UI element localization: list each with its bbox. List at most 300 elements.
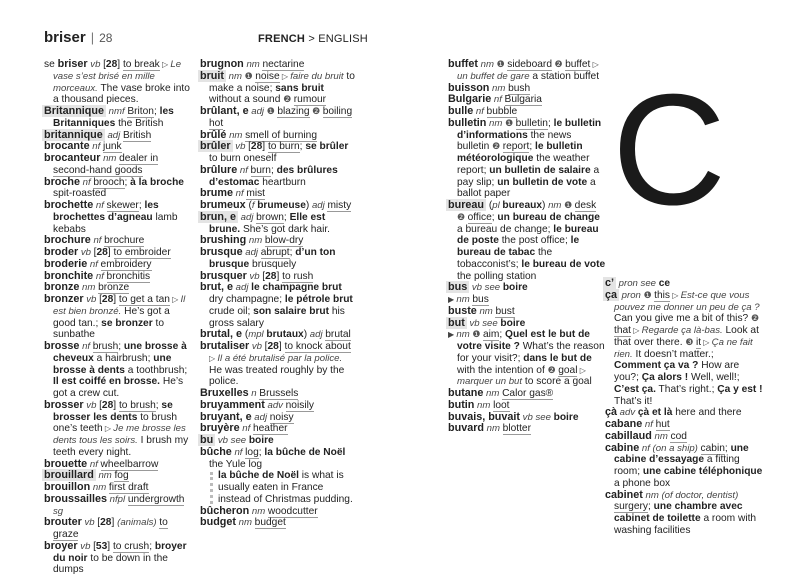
phrase: 28 bbox=[101, 399, 114, 411]
grammar-label: Le vase s’est brisé en mille morceaux. bbox=[53, 59, 182, 94]
text: ] bbox=[278, 341, 285, 352]
grammar-label: nf bbox=[87, 458, 101, 470]
example-arrow: ▷ bbox=[159, 60, 171, 69]
headword: brosse bbox=[44, 340, 80, 352]
phrase: une brosse à dents bbox=[53, 352, 172, 376]
headword: brûlure bbox=[200, 163, 238, 176]
headword: brosser bbox=[44, 398, 84, 411]
text: The vase broke into a thousand pieces. bbox=[53, 82, 190, 106]
source-language: FRENCH bbox=[258, 33, 306, 45]
phrase: son salaire brut bbox=[253, 305, 330, 317]
phrase: bureaux bbox=[502, 200, 543, 211]
translation: nectarine bbox=[262, 59, 305, 70]
phrase: Elle est brune. bbox=[209, 211, 326, 235]
sense-number: ❶ bbox=[496, 59, 508, 69]
translation: Calor gas® bbox=[502, 388, 554, 399]
translation: sideboard bbox=[507, 59, 552, 70]
text: ; bbox=[547, 117, 554, 129]
text: ; bbox=[149, 540, 155, 552]
translation: skewer bbox=[106, 200, 139, 211]
headword: bulletin bbox=[448, 116, 487, 129]
translation: woodcutter bbox=[267, 505, 318, 517]
text: ] bbox=[107, 247, 114, 258]
phrase: se brosser les dents bbox=[53, 399, 173, 423]
grammar-label: nm bbox=[545, 200, 565, 211]
dictionary-entry bbox=[200, 200, 356, 212]
text: ; bbox=[155, 399, 162, 411]
phrase: brutaux bbox=[266, 329, 304, 341]
phrase: le bulletin d’informations bbox=[457, 117, 602, 141]
translation: dealer in second-hand goods bbox=[53, 153, 159, 176]
dictionary-entry bbox=[200, 212, 356, 236]
column-1 bbox=[44, 59, 194, 576]
grammar-label: vb see bbox=[520, 411, 554, 423]
text: [ bbox=[103, 59, 106, 70]
grammar-label: nm bbox=[486, 117, 506, 129]
text: to sunbathe bbox=[53, 317, 165, 341]
text: She’s got dark hair. bbox=[240, 223, 330, 235]
grammar-label: adj bbox=[248, 106, 267, 117]
example-arrow: ▷ bbox=[102, 424, 114, 434]
text: ] bbox=[262, 141, 268, 153]
headword: brugnon bbox=[200, 58, 244, 70]
phrase: la bûche de Noël bbox=[264, 446, 346, 458]
page-header bbox=[44, 29, 112, 46]
grammar-label: vb bbox=[249, 341, 265, 352]
translation: noisily bbox=[285, 399, 314, 411]
dictionary-entry bbox=[200, 59, 356, 71]
headword: brochure bbox=[44, 234, 91, 247]
text: ; bbox=[499, 329, 506, 341]
translation: to embroider bbox=[113, 247, 171, 258]
phrase: boire bbox=[553, 411, 579, 423]
headword: bronze bbox=[44, 281, 80, 294]
headword: Bruxelles bbox=[200, 387, 249, 399]
text: a fitting room; bbox=[614, 454, 740, 477]
phrase: une cabine d’essayage bbox=[614, 442, 749, 466]
column-2 bbox=[200, 59, 356, 529]
text: It doesn’t matter.; bbox=[632, 348, 714, 360]
dictionary-entry bbox=[200, 517, 356, 529]
text: the news bulletin bbox=[457, 129, 572, 153]
grammar-label: nm bbox=[474, 399, 494, 411]
column-3 bbox=[448, 59, 606, 435]
dictionary-entry bbox=[44, 294, 194, 341]
headword: brutal, e bbox=[200, 328, 242, 341]
translation: burn bbox=[250, 164, 271, 176]
grammar-label: nm bbox=[235, 517, 255, 529]
text: He’s got a good tan.; bbox=[53, 305, 170, 329]
text: lamb kebabs bbox=[53, 211, 178, 235]
headword-highlighted: bruit bbox=[200, 69, 224, 82]
translation: to break bbox=[122, 59, 160, 70]
text: ; bbox=[270, 164, 277, 176]
text: ( bbox=[242, 329, 249, 341]
translation: noisy bbox=[269, 411, 294, 423]
phrase: sans bruit bbox=[275, 82, 324, 94]
text: the British bbox=[115, 117, 164, 129]
phrase: les brochettes d’agneau bbox=[53, 200, 159, 223]
translation: that bbox=[614, 325, 631, 336]
headword: bruyère bbox=[200, 422, 240, 435]
example-arrow: ▶ bbox=[448, 295, 457, 304]
phrase: 28 bbox=[101, 294, 114, 305]
text: ] bbox=[113, 294, 119, 305]
text: [ bbox=[93, 540, 96, 552]
sense-number: ❶ bbox=[244, 70, 256, 81]
headword-highlighted: brouillard bbox=[44, 469, 94, 482]
grammar-label: n bbox=[248, 388, 260, 399]
dictionary-entry bbox=[200, 423, 356, 435]
grammar-label: nm bbox=[226, 70, 245, 82]
text: [ bbox=[248, 141, 251, 153]
phrase: des brûlures d’estomac bbox=[209, 164, 338, 188]
translation: bus bbox=[472, 294, 489, 305]
dictionary-entry bbox=[200, 165, 356, 189]
headword: buste bbox=[448, 304, 477, 317]
column-4 bbox=[605, 278, 763, 537]
phrase: un bulletin de salaire bbox=[489, 164, 591, 176]
sense-number: ❸ bbox=[685, 336, 696, 347]
text: to be down in the dumps bbox=[53, 552, 168, 576]
grammar-label: vb bbox=[87, 59, 104, 70]
translation: undergrowth bbox=[127, 493, 185, 505]
headword: cabine bbox=[605, 441, 640, 454]
grammar-label: nf bbox=[233, 188, 247, 200]
dictionary-entry bbox=[448, 200, 606, 282]
grammar-label: vb bbox=[81, 517, 98, 529]
headword: bruyant, e bbox=[200, 410, 252, 423]
grammar-label: nm bbox=[651, 430, 671, 442]
phrase: Ça alors ! bbox=[641, 372, 689, 383]
dictionary-entry bbox=[44, 59, 194, 106]
text: [ bbox=[99, 399, 102, 411]
dictionary-entry bbox=[44, 400, 194, 459]
dictionary-entry bbox=[44, 517, 194, 541]
dictionary-entry bbox=[448, 59, 606, 83]
grammar-label: adj bbox=[242, 247, 261, 258]
grammar-label: adj bbox=[251, 411, 270, 423]
translation: noise bbox=[255, 70, 280, 82]
phrase: Ça y est ! bbox=[717, 383, 763, 395]
translation: fog bbox=[114, 470, 129, 482]
example-arrow: ▷ bbox=[631, 326, 642, 335]
grammar-label: nm bbox=[476, 305, 496, 317]
grammar-label: Je me brosse les dents tous les soirs. bbox=[53, 423, 186, 446]
translation: budget bbox=[254, 517, 286, 529]
translation: bubble bbox=[486, 106, 518, 117]
grammar-label: nfpl bbox=[107, 493, 128, 505]
translation: brochure bbox=[104, 235, 145, 247]
grammar-label: nf bbox=[80, 176, 94, 188]
phrase: le champagne brut bbox=[251, 282, 342, 294]
text: a station buffet bbox=[529, 70, 600, 82]
grammar-label: pron see bbox=[616, 278, 659, 289]
grammar-label: vb bbox=[77, 540, 94, 552]
grammar-label: nf bbox=[79, 341, 93, 352]
headword: buffet bbox=[448, 58, 478, 70]
text: se bbox=[44, 59, 58, 70]
grammar-label: adj bbox=[238, 211, 257, 223]
phrase: un bureau de change bbox=[497, 211, 600, 223]
translation: boiling hot bbox=[209, 106, 353, 129]
text: the polling station bbox=[457, 270, 537, 282]
headword: brochette bbox=[44, 199, 94, 211]
translation: log bbox=[245, 446, 259, 458]
text: ) bbox=[303, 329, 308, 341]
grammar-label: adj bbox=[233, 282, 252, 294]
headword: brûlé bbox=[200, 128, 227, 141]
text: ; bbox=[118, 341, 124, 352]
grammar-label: f bbox=[251, 200, 258, 211]
headword: bûche bbox=[200, 445, 232, 458]
sense-number: ❶ bbox=[564, 200, 575, 210]
phrase: ce bbox=[658, 278, 671, 289]
dictionary-entry bbox=[44, 494, 194, 518]
text: ; bbox=[724, 442, 731, 454]
text: to brush one’s teeth bbox=[53, 411, 178, 435]
headword: brocante bbox=[44, 140, 90, 153]
grammar-label: nm bbox=[477, 59, 497, 70]
translation: blotter bbox=[502, 423, 531, 435]
grammar-label: nm bbox=[249, 505, 268, 517]
translation: junk bbox=[102, 141, 122, 153]
sense-number: ❷ bbox=[492, 141, 503, 152]
translation: British bbox=[122, 129, 152, 141]
sense-number: ❷ bbox=[547, 364, 559, 375]
grammar-label: adv bbox=[264, 399, 286, 411]
text: the weather report; bbox=[457, 153, 590, 176]
grammar-label: Regarde ça là-bas. bbox=[641, 325, 723, 336]
text: ] bbox=[117, 59, 123, 70]
grammar-label: nm bbox=[456, 294, 473, 305]
translation: blow-dry bbox=[264, 235, 304, 247]
grammar-label: adj bbox=[309, 200, 328, 211]
text: to make a noise; bbox=[209, 70, 355, 94]
translation: bronchitis bbox=[106, 270, 151, 282]
headword: bronchite bbox=[44, 269, 94, 282]
grammar-label: Ça ne fait rien. bbox=[614, 336, 753, 360]
text: a bureau de change; bbox=[457, 223, 554, 235]
phrase: 28 bbox=[250, 141, 263, 153]
phrase: le bureau de poste bbox=[457, 223, 599, 247]
grammar-label: nf bbox=[642, 419, 656, 430]
page-number: 28 bbox=[99, 31, 113, 45]
text: a ballot paper bbox=[457, 176, 596, 200]
phrase: les Britanniques bbox=[53, 106, 174, 129]
grammar-label: nm bbox=[456, 329, 473, 341]
phrase: brumeuse bbox=[257, 200, 306, 211]
translation: to burn bbox=[267, 141, 300, 153]
grammar-label: nf bbox=[93, 270, 107, 282]
text: How are you?; bbox=[614, 360, 740, 383]
grammar-label: vb see bbox=[469, 282, 503, 294]
dictionary-entry bbox=[200, 282, 356, 329]
headword-highlighted: britannique bbox=[44, 128, 103, 141]
dictionary-entry bbox=[605, 443, 763, 490]
dictionary-entry bbox=[44, 106, 194, 130]
text: ; bbox=[138, 200, 145, 211]
phrase: se bronzer bbox=[101, 317, 153, 329]
text: [ bbox=[262, 270, 266, 282]
headword-highlighted: brun, e bbox=[200, 210, 236, 223]
phrase: Comment ça va ? bbox=[614, 360, 699, 372]
text: ] bbox=[111, 517, 118, 529]
target-language: > ENGLISH bbox=[308, 33, 368, 45]
headword: brusque bbox=[200, 246, 243, 258]
text: the Yule log bbox=[209, 458, 263, 470]
text: ; bbox=[647, 501, 654, 513]
phrase: 28 bbox=[100, 517, 112, 529]
dictionary-entry bbox=[605, 278, 763, 290]
headword: brume bbox=[200, 187, 233, 200]
headword: brumeux bbox=[200, 199, 246, 211]
grammar-label: Est-ce que vous pouvez me donner un peu de ça ? bbox=[614, 289, 760, 313]
phrase: 28 bbox=[265, 270, 277, 282]
headword-highlighted: bus bbox=[448, 281, 468, 294]
dictionary-entry bbox=[200, 106, 356, 130]
grammar-label: Il a été brutalisé par la police. bbox=[217, 352, 343, 364]
dictionary-entry bbox=[44, 200, 194, 235]
translation: brush bbox=[92, 341, 119, 352]
grammar-label: vb see bbox=[215, 435, 249, 446]
grammar-label: nm bbox=[484, 423, 503, 435]
phrase: çà et là bbox=[637, 407, 673, 419]
translation: embroidery bbox=[100, 258, 152, 270]
text: without a sound bbox=[209, 94, 284, 106]
headword: brusquer bbox=[200, 269, 247, 282]
headword: brocanteur bbox=[44, 152, 101, 164]
translation: smell of burning bbox=[245, 129, 317, 141]
grammar-label: vb see bbox=[466, 317, 501, 329]
example-arrow: ▷ bbox=[169, 295, 181, 304]
text: ] bbox=[276, 270, 283, 282]
translation: goal bbox=[558, 364, 578, 376]
phrase: une brosse à cheveux bbox=[53, 341, 187, 364]
headword-highlighted: but bbox=[448, 316, 465, 329]
translation: it bbox=[695, 336, 702, 348]
headword: brouette bbox=[44, 457, 88, 470]
grammar-label: nm bbox=[226, 129, 246, 141]
text: What’s the reason for your visit?; bbox=[457, 341, 605, 364]
phrase: le bureau de tabac bbox=[457, 235, 580, 258]
headword: buisson bbox=[448, 81, 490, 94]
text: a room with washing facilities bbox=[614, 513, 757, 536]
grammar-label: vb bbox=[232, 141, 249, 153]
text: a pay slip; bbox=[457, 164, 600, 188]
grammar-label: adj bbox=[104, 129, 123, 141]
text: Well, well!; bbox=[688, 372, 740, 383]
translation: blazing bbox=[277, 106, 310, 117]
translation: brutal bbox=[325, 329, 351, 341]
section-letter: C bbox=[612, 62, 727, 238]
grammar-label: nm bbox=[243, 59, 263, 70]
headword: brouillon bbox=[44, 481, 91, 493]
text: That’s it! bbox=[614, 395, 653, 407]
note-phrase: la bûche de Noël bbox=[218, 470, 299, 482]
text: crude oil; bbox=[209, 305, 254, 317]
phrase: 28 bbox=[96, 247, 108, 258]
text: is what is usually eaten in France instead of Christmas pudding. bbox=[218, 470, 353, 505]
translation: to brush bbox=[118, 399, 156, 411]
text: dry champagne; bbox=[209, 294, 285, 305]
example-arrow: ▶ bbox=[448, 330, 457, 340]
translation: bust bbox=[495, 305, 515, 317]
dictionary-entry bbox=[200, 341, 356, 388]
grammar-label: un buffet de gare bbox=[457, 70, 530, 82]
grammar-label: vb bbox=[246, 270, 263, 282]
grammar-label: nm bbox=[79, 282, 99, 294]
translation: mist bbox=[246, 188, 266, 200]
headword: Bulgarie bbox=[448, 93, 492, 106]
grammar-label: nf bbox=[491, 94, 505, 106]
translation: bronze bbox=[98, 282, 130, 294]
dictionary-entry bbox=[200, 447, 356, 471]
translation: cod bbox=[670, 430, 687, 442]
grammar-label: nf bbox=[473, 106, 487, 117]
translation: loot bbox=[493, 399, 510, 411]
translation: hut bbox=[655, 419, 670, 430]
translation: first draft bbox=[108, 482, 149, 493]
dictionary-entry bbox=[44, 153, 194, 177]
grammar-label: nmf bbox=[105, 106, 128, 117]
grammar-label: nf bbox=[231, 446, 246, 458]
phrase: une cabine téléphonique bbox=[642, 466, 763, 477]
dictionary-entry bbox=[44, 541, 194, 576]
phrase: le bulletin météorologique bbox=[457, 141, 583, 164]
dictionary-direction bbox=[258, 33, 368, 45]
grammar-label: sg bbox=[53, 505, 64, 517]
translation: desk bbox=[574, 200, 597, 211]
translation: brown bbox=[256, 211, 284, 223]
sense-number: ❷ bbox=[751, 313, 760, 324]
dictionary-entry bbox=[448, 118, 606, 200]
translation: heather bbox=[252, 423, 288, 435]
grammar-label: Il est bien bronzé. bbox=[53, 294, 186, 317]
text: to burn oneself bbox=[209, 153, 277, 164]
translation: cabin bbox=[700, 442, 725, 454]
text: ; bbox=[289, 247, 296, 258]
phrase: Quel est le but de votre visite ? bbox=[457, 329, 590, 352]
text: ] bbox=[107, 540, 113, 552]
headword: broussailles bbox=[44, 492, 108, 505]
text: spit-roasted bbox=[53, 188, 107, 200]
translation: to get a tan bbox=[118, 294, 170, 305]
translation: to graze bbox=[53, 517, 168, 540]
translation: aim bbox=[482, 329, 500, 341]
headword: cabane bbox=[605, 418, 643, 430]
text: ; bbox=[258, 446, 265, 458]
headword: brut, e bbox=[200, 281, 233, 294]
text: [ bbox=[93, 247, 97, 258]
translation: bush bbox=[508, 82, 531, 94]
text: I brush my teeth every night. bbox=[53, 435, 189, 458]
headword: broderie bbox=[44, 257, 88, 270]
text: He was treated roughly by the police. bbox=[209, 364, 345, 388]
grammar-label: nm bbox=[100, 153, 120, 164]
phrase: une chambre avec cabinet de toilette bbox=[614, 501, 743, 524]
grammar-label: vb bbox=[83, 399, 100, 411]
headword: brutaliser bbox=[200, 340, 250, 352]
usage-note bbox=[200, 470, 356, 505]
phrase: broyer du noir bbox=[53, 540, 187, 564]
dictionary-entry bbox=[200, 71, 356, 106]
example-arrow: ▷ bbox=[279, 71, 291, 81]
example-arrow: ▷ bbox=[701, 337, 712, 347]
text: ; bbox=[299, 141, 306, 153]
grammar-label: nf bbox=[239, 423, 253, 435]
dictionary-entry bbox=[448, 318, 606, 330]
